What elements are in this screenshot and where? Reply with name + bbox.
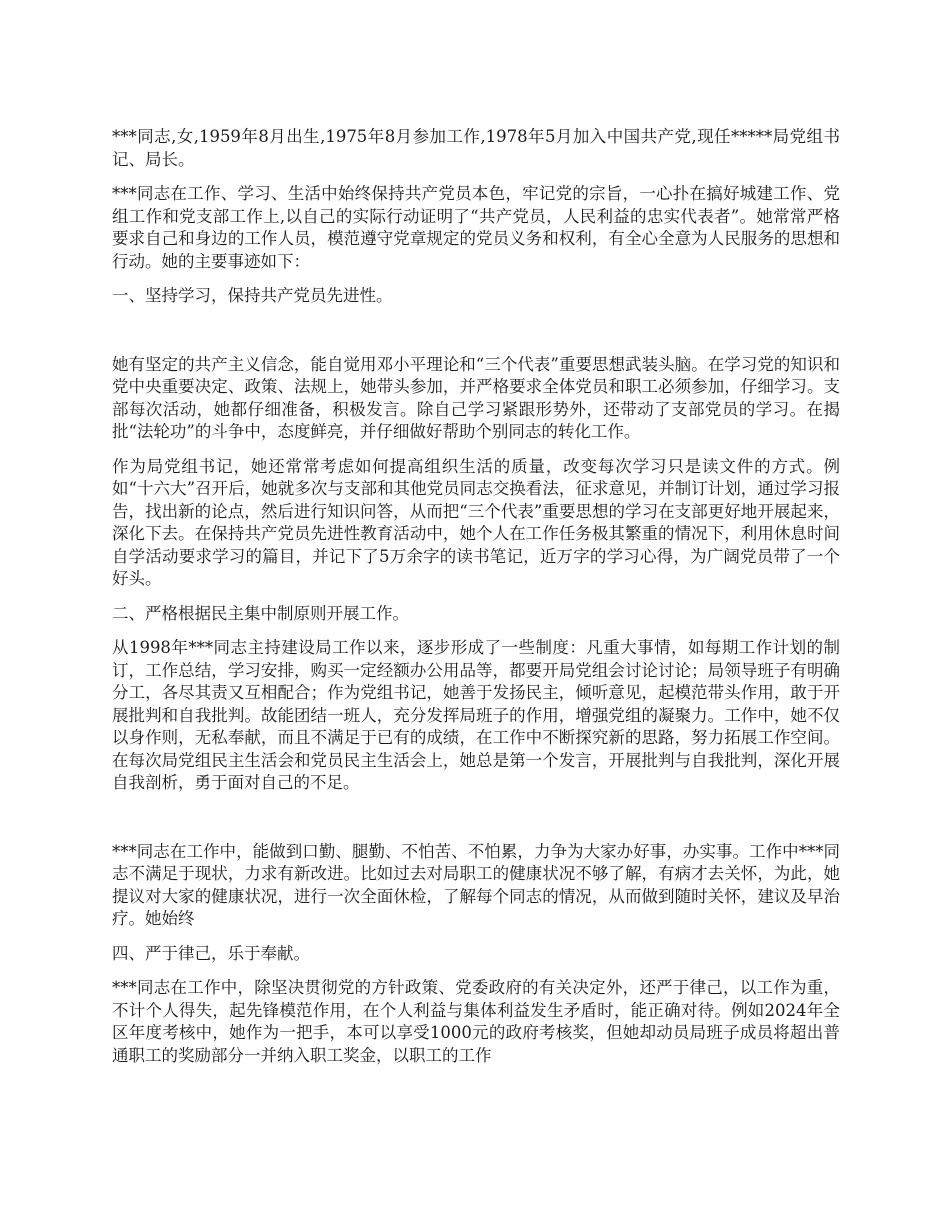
paragraph-section-1-b: 作为局党组书记，她还常常考虑如何提高组织生活的质量，改变每次学习只是读文件的方式。例如“十六大”召开后，她就多次与支部和其他党员同志交换看法，征求意见，并制订计划，通过学习报告，找出新的论点，然后进行知识问答，从而把“三个代表”重要思想的学习在支部更好地开展起来，深化下去。在保持共产党员先进性教育活动中，她个人在工作任务极其繁重的情况下，利用休息时间自学活动要求学习的篇目，并记下了5万余字的读书笔记，近万字的学习心得，为广阔党员带了一个好头。 <box>112 456 840 588</box>
paragraph-section-3: ***同志在工作中，能做到口勤、腿勤、不怕苦、不怕累，力争为大家办好事，办实事。工作中***同志不满足于现状，力求有新改进。比如过去对局职工的健康状况不够了解，有病才去关怀，为此，她提议对大家的健康状况，进行一次全面休检，了解每个同志的情况，从而做到随时关怀，建议及早治疗。她始终 <box>112 841 840 928</box>
paragraph-intro: ***同志,女,1959年8月出生,1975年8月参加工作,1978年5月加入中国共产党,现任*****局党组书记、局长。 <box>112 127 840 169</box>
document-body <box>112 126 840 1079</box>
paragraph-section-2: 从1998年***同志主持建设局工作以来，逐步形成了一些制度：凡重大事情，如每期工作计划的制订，工作总结，学习安排，购买一定经额办公用品等，都要开局党组会讨论讨论；局领导班子有明确分工，各尽其责又互相配合；作为党组书记，她善于发扬民主，倾听意见，起模范带头作用，敢于开展批判和自我批判。故能团结一班人，充分发挥局班子的作用，增强党组的凝聚力。工作中，她不仅以身作则，无私奉献，而且不满足于已有的成绩，在工作中不断探究新的思路，努力拓展工作空间。在每次局党组民主生活会和党员民主生活会上，她总是第一个发言，开展批判与自我批判，深化开展自我剖析，勇于面对自己的不足。 <box>112 638 840 792</box>
paragraph-section-1-a: 她有坚定的共产主义信念，能自觉用邓小平理论和“三个代表”重要思想武装头脑。在学习党的知识和党中央重要决定、政策、法规上，她带头参加，并严格要求全体党员和职工必须参加，仔细学习。支部每次活动，她都仔细准备，积极发言。除自己学习紧跟形势外，还带动了支部党员的学习。在揭批“法轮功”的斗争中，态度鲜亮，并仔细做好帮助个别同志的转化工作。 <box>112 354 840 441</box>
section-heading-2: 二、严格根据民主集中制原则开展工作。 <box>112 603 409 623</box>
section-heading-1: 一、坚持学习，保持共产党员先进性。 <box>112 286 393 305</box>
paragraph-section-4: ***同志在工作中，除坚决贯彻党的方针政策、党委政府的有关决定外，还严于律己，以工作为重，不计个人得失，起先锋模范作用，在个人利益与集体利益发生矛盾时，能正确对待。例如2024年全区年度考核中，她作为一把手，本可以享受1000元的政府考核奖，但她却动员局班子成员将超出普通职工的奖励部分一并纳入职工奖金，以职工的工作 <box>112 978 840 1065</box>
blank-spacer <box>112 807 840 841</box>
paragraph-summary: ***同志在工作、学习、生活中始终保持共产党员本色，牢记党的宗旨，一心扑在搞好城建工作、党组工作和党支部工作上,以自己的实际行动证明了“共产党员，人民利益的忠实代表者”。她常常严格要求自己和身边的工作人员，模范遵守党章规定的党员义务和权利，有全心全意为人民服务的思想和行动。她的主要事迹如下： <box>112 184 840 271</box>
blank-spacer <box>112 320 840 354</box>
section-heading-4: 四、严于律己，乐于奉献。 <box>112 943 310 963</box>
